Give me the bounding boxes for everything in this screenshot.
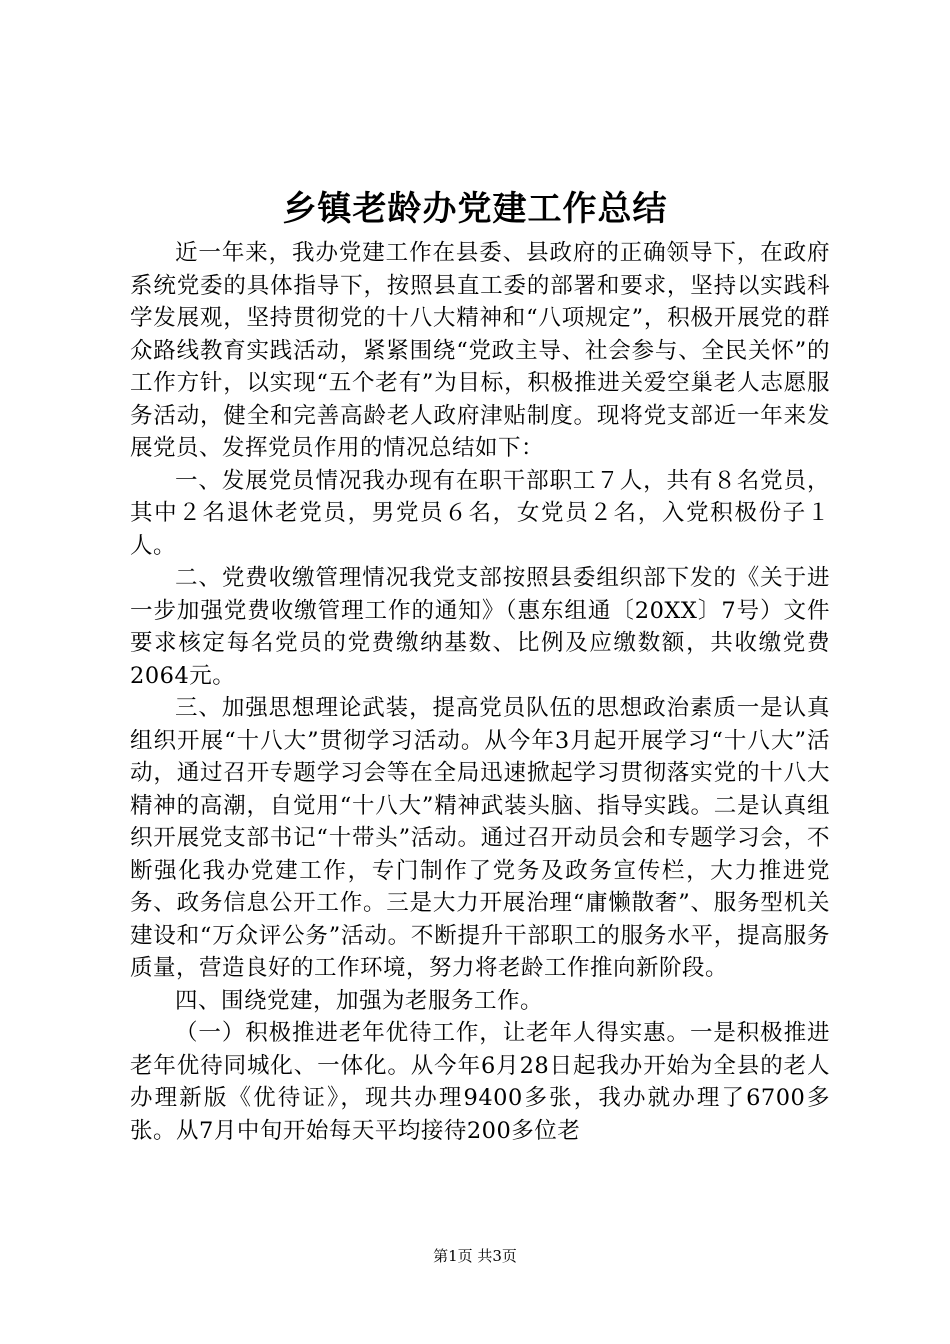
document-title: 乡镇老龄办党建工作总结 — [282, 189, 668, 229]
paragraph-section-4-heading: 四、围绕党建，加强为老服务工作。 — [175, 987, 544, 1014]
document-body — [130, 237, 830, 1147]
paragraph-section-2: 二、党费收缴管理情况我党支部按照县委组织部下发的《关于进一步加强党费收缴管理工作的通知》（惠东组通〔20XX〕7号）文件要求核定每名党员的党费缴纳基数、比例及应缴数额，共收缴党费2064元。 — [130, 565, 830, 689]
paragraph-section-4-1: （一）积极推进老年优待工作，让老年人得实惠。一是积极推进老年优待同城化、一体化。从今年6月28日起我办开始为全县的老人办理新版《优待证》，现共办理9400多张，我办就办理了6700多张。从7月中旬开始每天平均接待200多位老 — [130, 1020, 830, 1144]
paragraph-section-3: 三、加强思想理论武装，提高党员队伍的思想政治素质一是认真组织开展“十八大”贯彻学习活动。从今年3月起开展学习“十八大”活动，通过召开专题学习会等在全局迅速掀起学习贯彻落实党的十八大精神的高潮，自觉用“十八大”精神武装头脑、指导实践。二是认真组织开展党支部书记“十带头”活动。通过召开动员会和专题学习会，不断强化我办党建工作，专门制作了党务及政务宣传栏，大力推进党务、政务信息公开工作。三是大力开展治理“庸懒散奢”、服务型机关建设和“万众评公务”活动。不断提升干部职工的服务水平，提高服务质量，营造良好的工作环境，努力将老龄工作推向新阶段。 — [130, 695, 830, 981]
paragraph-section-1: 一、发展党员情况我办现有在职干部职工７人，共有８名党员，其中２名退休老党员，男党员６名，女党员２名，入党积极份子１人。 — [130, 467, 830, 559]
page-number-footer: 第1页 共3页 — [433, 1247, 517, 1265]
paragraph-intro: 近一年来，我办党建工作在县委、县政府的正确领导下，在政府系统党委的具体指导下，按照县直工委的部署和要求，坚持以实践科学发展观，坚持贯彻党的十八大精神和“八项规定”，积极开展党的群众路线教育实践活动，紧紧围绕“党政主导、社会参与、全民关怀”的工作方针，以实现“五个老有”为目标，积极推进关爱空巢老人志愿服务活动，健全和完善高龄老人政府津贴制度。现将党支部近一年来发展党员、发挥党员作用的情况总结如下： — [130, 240, 830, 461]
